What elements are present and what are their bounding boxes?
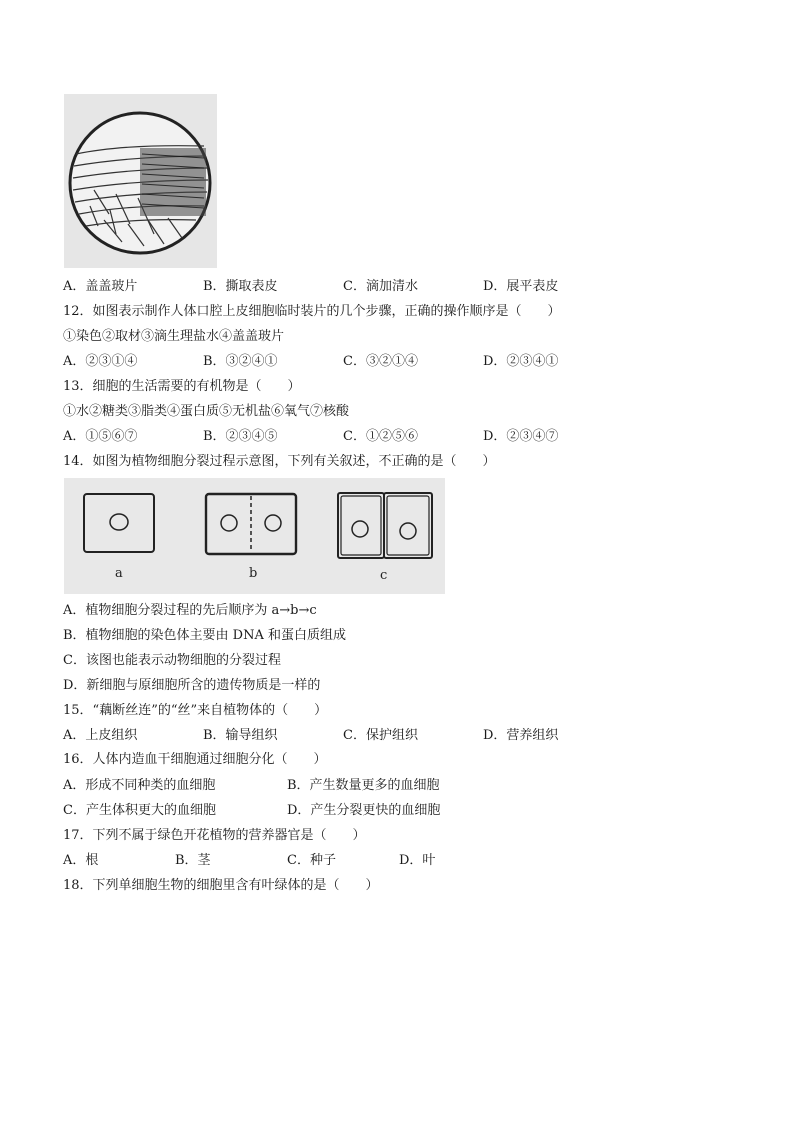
figure-label-b: b xyxy=(249,566,258,581)
q16-option-a[interactable]: A．形成不同种类的血细胞 xyxy=(63,778,216,793)
q16-stem: 16．人体内造血干细胞通过细胞分化（ ） xyxy=(63,752,327,767)
q13-option-a[interactable]: A．①⑤⑥⑦ xyxy=(63,429,138,444)
q15-option-c[interactable]: C．保护组织 xyxy=(343,728,418,743)
q12-items: ①染色②取材③滴生理盐水④盖盖玻片 xyxy=(63,329,285,344)
q15-option-d[interactable]: D．营养组织 xyxy=(483,728,559,743)
q17-option-c[interactable]: C．种子 xyxy=(287,853,336,868)
cell-division-figure xyxy=(64,478,445,594)
q14-option-b[interactable]: B．植物细胞的染色体主要由 DNA 和蛋白质组成 xyxy=(63,628,347,643)
q17-option-a[interactable]: A．根 xyxy=(63,853,99,868)
microscope-view-svg xyxy=(64,94,217,268)
q16-option-c[interactable]: C．产生体积更大的血细胞 xyxy=(63,803,216,818)
figure-label-a: a xyxy=(115,566,123,581)
q11-option-a[interactable]: A．盖盖玻片 xyxy=(63,279,138,294)
q16-option-b[interactable]: B．产生数量更多的血细胞 xyxy=(287,778,440,793)
q12-option-a[interactable]: A．②③①④ xyxy=(63,354,138,369)
q14-stem: 14．如图为植物细胞分裂过程示意图，下列有关叙述，不正确的是（ ） xyxy=(63,454,496,469)
q17-option-d[interactable]: D．叶 xyxy=(399,853,436,868)
cell-division-svg xyxy=(64,478,445,594)
q14-option-a[interactable]: A．植物细胞分裂过程的先后顺序为 a→b→c xyxy=(63,603,317,618)
q11-option-b[interactable]: B．撕取表皮 xyxy=(203,279,278,294)
q14-option-d[interactable]: D．新细胞与原细胞所含的遗传物质是一样的 xyxy=(63,678,321,693)
q15-option-a[interactable]: A．上皮组织 xyxy=(63,728,138,743)
q13-option-b[interactable]: B．②③④⑤ xyxy=(203,429,278,444)
q16-options-row2 xyxy=(63,803,663,819)
microscope-view-figure xyxy=(64,94,217,268)
q17-stem: 17．下列不属于绿色开花植物的营养器官是（ ） xyxy=(63,828,366,843)
q11-options xyxy=(63,279,663,295)
figure-label-c: c xyxy=(380,568,388,583)
q15-option-b[interactable]: B．输导组织 xyxy=(203,728,278,743)
q13-options xyxy=(63,429,663,445)
q16-option-d[interactable]: D．产生分裂更快的血细胞 xyxy=(287,803,441,818)
q18-stem: 18．下列单细胞生物的细胞里含有叶绿体的是（ ） xyxy=(63,878,379,893)
q12-stem: 12．如图表示制作人体口腔上皮细胞临时装片的几个步骤，正确的操作顺序是（ ） xyxy=(63,304,561,319)
q15-stem: 15．“藕断丝连”的“丝”来自植物体的（ ） xyxy=(63,703,328,718)
q12-options xyxy=(63,354,663,370)
q13-stem: 13．细胞的生活需要的有机物是（ ） xyxy=(63,379,301,394)
q11-option-d[interactable]: D．展平表皮 xyxy=(483,279,559,294)
q12-option-d[interactable]: D．②③④① xyxy=(483,354,559,369)
q11-option-c[interactable]: C．滴加清水 xyxy=(343,279,418,294)
q13-items: ①水②糖类③脂类④蛋白质⑤无机盐⑥氧气⑦核酸 xyxy=(63,404,350,419)
q16-options-row1 xyxy=(63,778,663,794)
q12-option-c[interactable]: C．③②①④ xyxy=(343,354,418,369)
q12-option-b[interactable]: B．③②④① xyxy=(203,354,278,369)
q17-options xyxy=(63,853,663,869)
q17-option-b[interactable]: B．茎 xyxy=(175,853,211,868)
q14-option-c[interactable]: C．该图也能表示动物细胞的分裂过程 xyxy=(63,653,281,668)
q13-option-c[interactable]: C．①②⑤⑥ xyxy=(343,429,418,444)
q15-options xyxy=(63,728,663,744)
q13-option-d[interactable]: D．②③④⑦ xyxy=(483,429,559,444)
